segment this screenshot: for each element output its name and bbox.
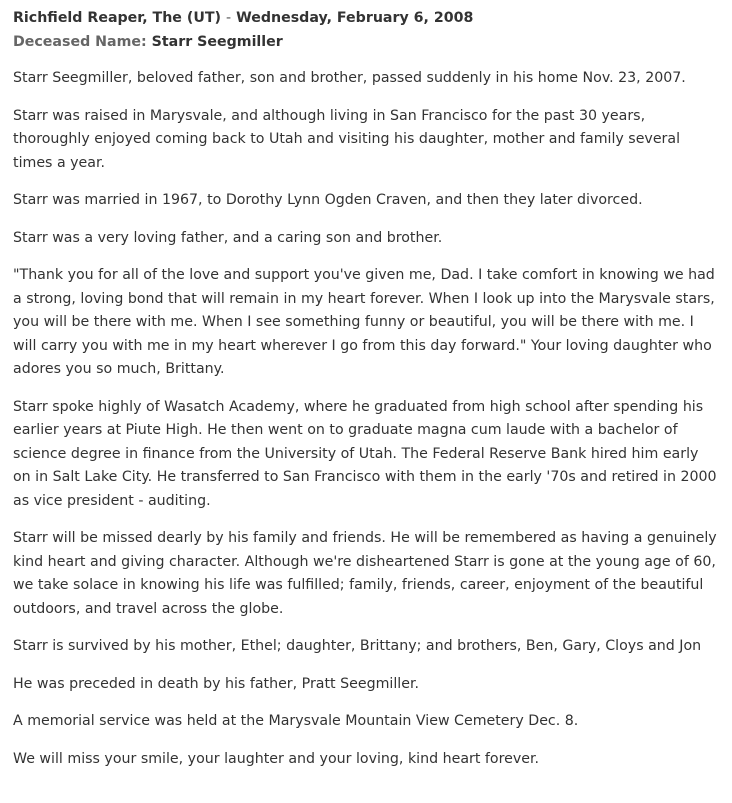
paragraph: Starr spoke highly of Wasatch Academy, where he graduated from high school after spending his earlier years at Piute High. He then went on to graduate magna cum laude with a bachelor of science degree in finance from the University of Utah. The Federal Reserve Bank hired him early on in Salt Lake City. He transferred to San Francisco with them in the early '70s and retired in 2000 as vice president - auditing.	[13, 398, 717, 509]
publication-name: Richfield Reaper, The (UT)	[13, 10, 222, 26]
obituary-body	[13, 67, 719, 771]
paragraph: We will miss your smile, your laughter and your loving, kind heart forever.	[13, 750, 540, 767]
deceased-header	[13, 33, 719, 52]
paragraph: Starr was a very loving father, and a caring son and brother.	[13, 229, 443, 246]
paragraph: Starr will be missed dearly by his family and friends. He will be remembered as having a genuinely kind heart and giving character. Although we're disheartened Starr is gone at the young age of 60, we take solace in knowing his life was fulfilled; family, friends, career, enjoyment of the beautiful outdoors, and travel across the globe.	[13, 530, 717, 617]
publication-header	[13, 9, 719, 28]
paragraph: Starr was married in 1967, to Dorothy Lynn Ogden Craven, and then they later divorced.	[13, 192, 643, 208]
header-separator: -	[226, 10, 232, 26]
deceased-label: Deceased Name:	[13, 34, 147, 50]
paragraph: A memorial service was held at the Marysvale Mountain View Cemetery Dec. 8.	[13, 713, 579, 729]
paragraph: Starr was raised in Marysvale, and although living in San Francisco for the past 30 years, thoroughly enjoyed coming back to Utah and visiting his daughter, mother and family several times a year.	[13, 107, 681, 171]
paragraph: He was preceded in death by his father, Pratt Seegmiller.	[13, 675, 419, 692]
paragraph: Starr Seegmiller, beloved father, son and brother, passed suddenly in his home Nov. 23, 2007.	[13, 70, 686, 86]
paragraph: "Thank you for all of the love and support you've given me, Dad. I take comfort in knowing we had a strong, loving bond that will remain in my heart forever. When I look up into the Marysvale stars, you will be there with me. When I see something funny or beautiful, you will be there with me. I will carry you with me in my heart wherever I go from this day forward." Your loving daughter who adores you so much, Brittany.	[13, 267, 715, 377]
publication-date: Wednesday, February 6, 2008	[236, 10, 474, 26]
deceased-name: Starr Seegmiller	[151, 34, 283, 50]
paragraph: Starr is survived by his mother, Ethel; daughter, Brittany; and brothers, Ben, Gary, Cloys and Jon	[13, 638, 702, 654]
